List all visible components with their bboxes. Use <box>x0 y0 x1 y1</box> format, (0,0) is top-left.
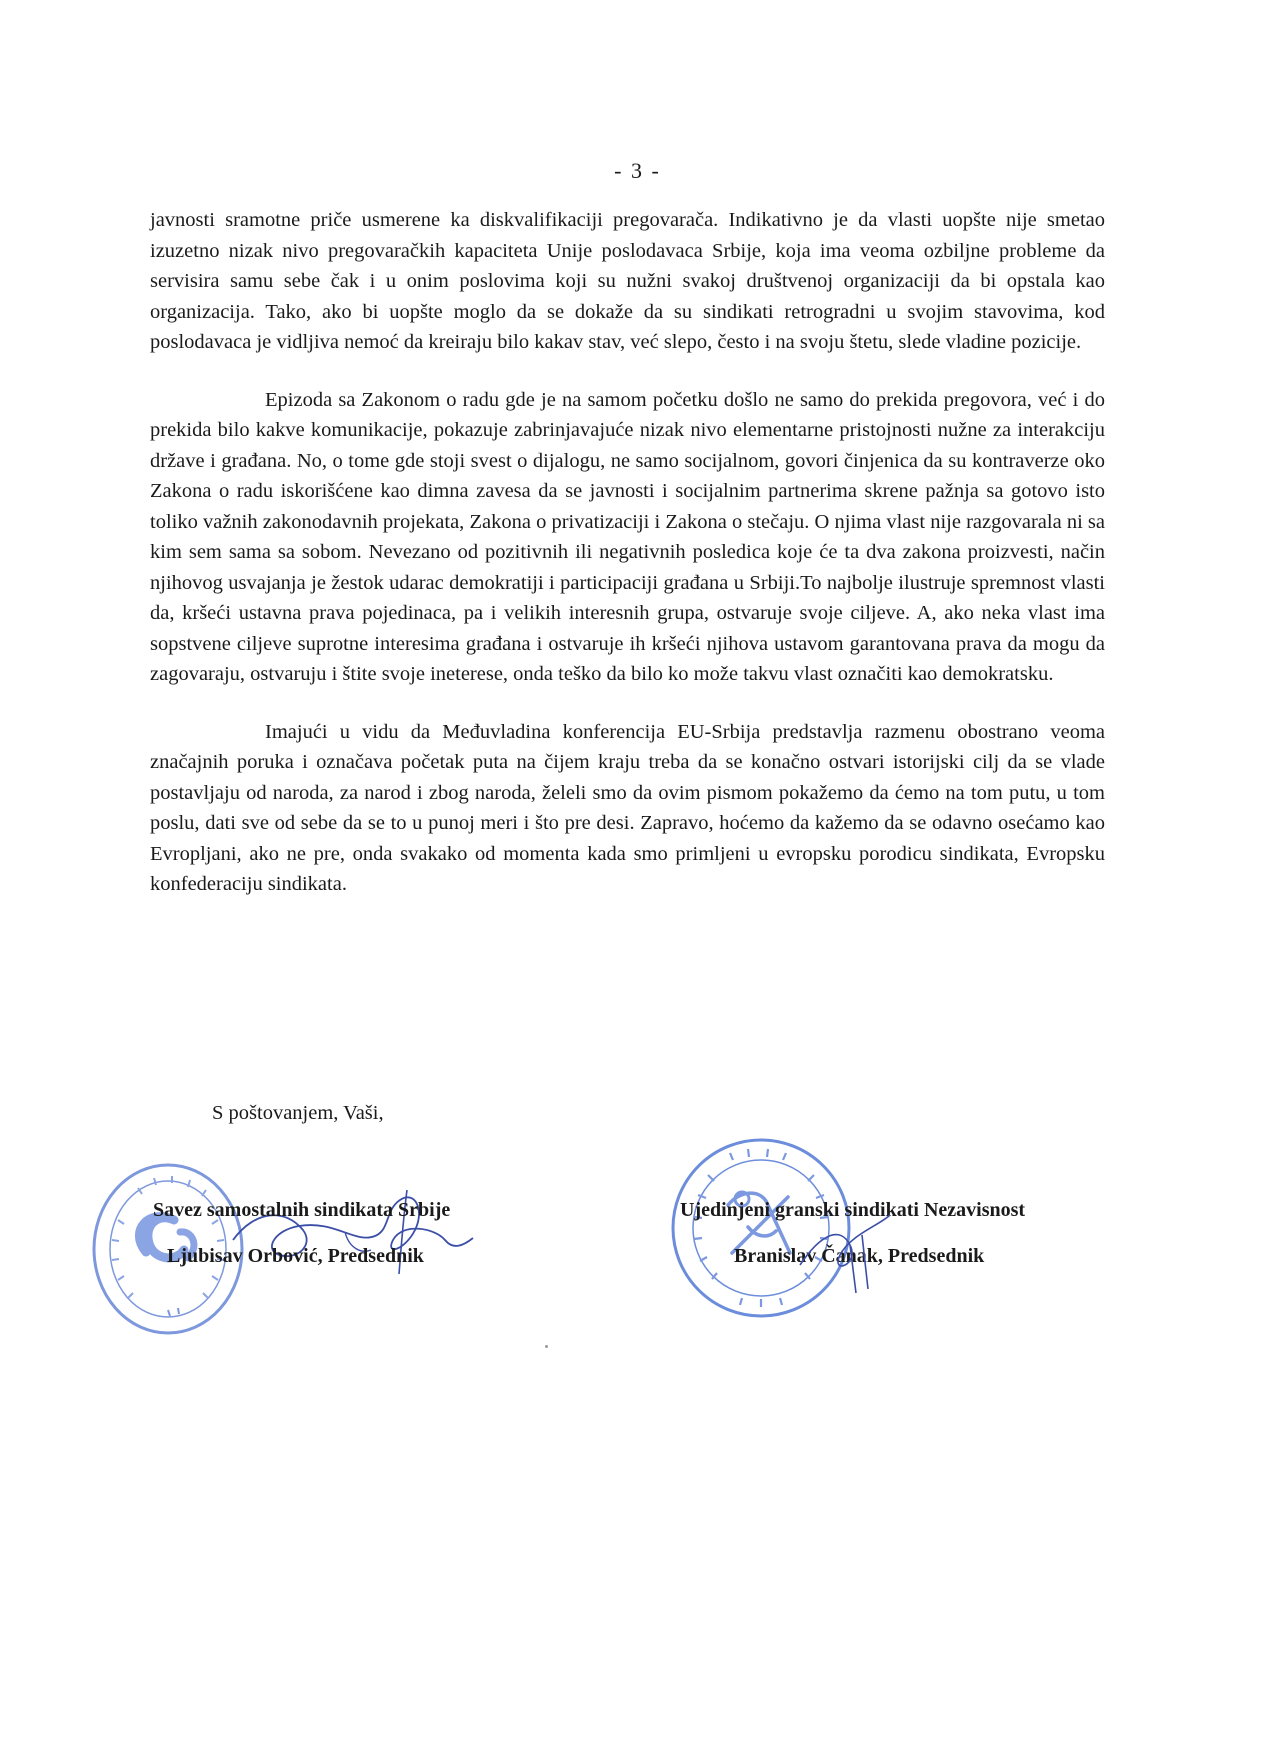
paragraph-2: Epizoda sa Zakonom o radu gde je na samom početku došlo ne samo do prekida pregovora, već i do prekida bilo kakve komunikacije, pokazuje zabrinjavajuće nizak nivo elementarne pristojnosti nužne za interakciju države i građana. No, o tome gde stoji svest o dijalogu, ne samo socijalnom, govori činjenica da su kontraverze oko Zakona o radu iskorišćene kao dimna zavesa da se javnosti i socijalnim partnerima skrene pažnja sa gotovo isto toliko važnih zakonodavnih projekata, Zakona o privatizaciji i Zakona o stečaju. O njima vlast nije razgovarala ni sa kim sem sama sa sobom. Nevezano od pozitivnih ili negativnih posledica koje će ta dva zakona proizvesti, način njihovog usvajanja je žestok udarac demokratiji i participaciji građana u Srbiji.To najbolje ilustruje spremnost vlasti da, kršeći ustavna prava pojedinaca, pa i velikih interesnih grupa, ostvaruje svoje ciljeve. A, ako neka vlast ima sopstvene ciljeve suprotne interesima građana i ostvaruje ih kršeći njihova ustavom garantovana prava da mogu da zagovaraju, ostvaruju i štite svoje ineterese, onda teško da bilo ko može takvu vlast označiti kao demokratsku. <box>150 388 1105 685</box>
page-number: - 3 - <box>614 158 661 183</box>
signature-right-signatory: Branislav Čanak, Predsednik <box>734 1245 985 1267</box>
signature-block-left <box>153 1195 450 1271</box>
scan-speck <box>545 1345 548 1348</box>
paragraph-1: javnosti sramotne priče usmerene ka diskvalifikaciji pregovarača. Indikativno je da vlasti uopšte nije smetao izuzetno nizak nivo pregovaračkih kapaciteta Unije poslodavaca Srbije, koja ima veoma ozbiljne probleme da servisira samu sebe čak i u onim poslovima koji su nužni svakoj društvenoj organizaciji da bi opstala kao organizacija. Tako, ako bi uopšte moglo da se dokaže da su sindikati retrogradni u svojim stavovima, kod poslodavaca je vidljiva nemoć da kreiraju bilo kakav stav, već slepo, često i na svoju štetu, slede vladine pozicije. <box>150 209 1105 353</box>
salutation: S poštovanjem, Vaši, <box>212 1102 384 1124</box>
paragraph-3: Imajući u vidu da Međuvladina konferencija EU-Srbija predstavlja razmenu obostrano veoma značajnih poruka i označava početak puta na čijem kraju treba da se konačno ostvari istorijski cilj da se vlade postavljaju od naroda, za narod i zbog naroda, želeli smo da ovim pismom pokažemo da ćemo na tom putu, u tom poslu, dati sve od sebe da se to u punoj meri i što pre desi. Zapravo, hoćemo da kažemo da se odavno osećamo kao Evropljani, ako ne pre, onda svakako od momenta kada smo primljeni u evropsku porodicu sindikata, Evropsku konfederaciju sindikata. <box>150 720 1105 895</box>
letter-body <box>150 205 1105 927</box>
signature-right-organization: Ujedinjeni granski sindikati Nezavisnost <box>680 1199 1026 1221</box>
signature-left-organization: Savez samostalnih sindikata Srbije <box>153 1199 451 1221</box>
signature-right-icon <box>790 1205 900 1295</box>
signature-left-signatory: Ljubisav Orbović, Predsednik <box>167 1245 424 1267</box>
